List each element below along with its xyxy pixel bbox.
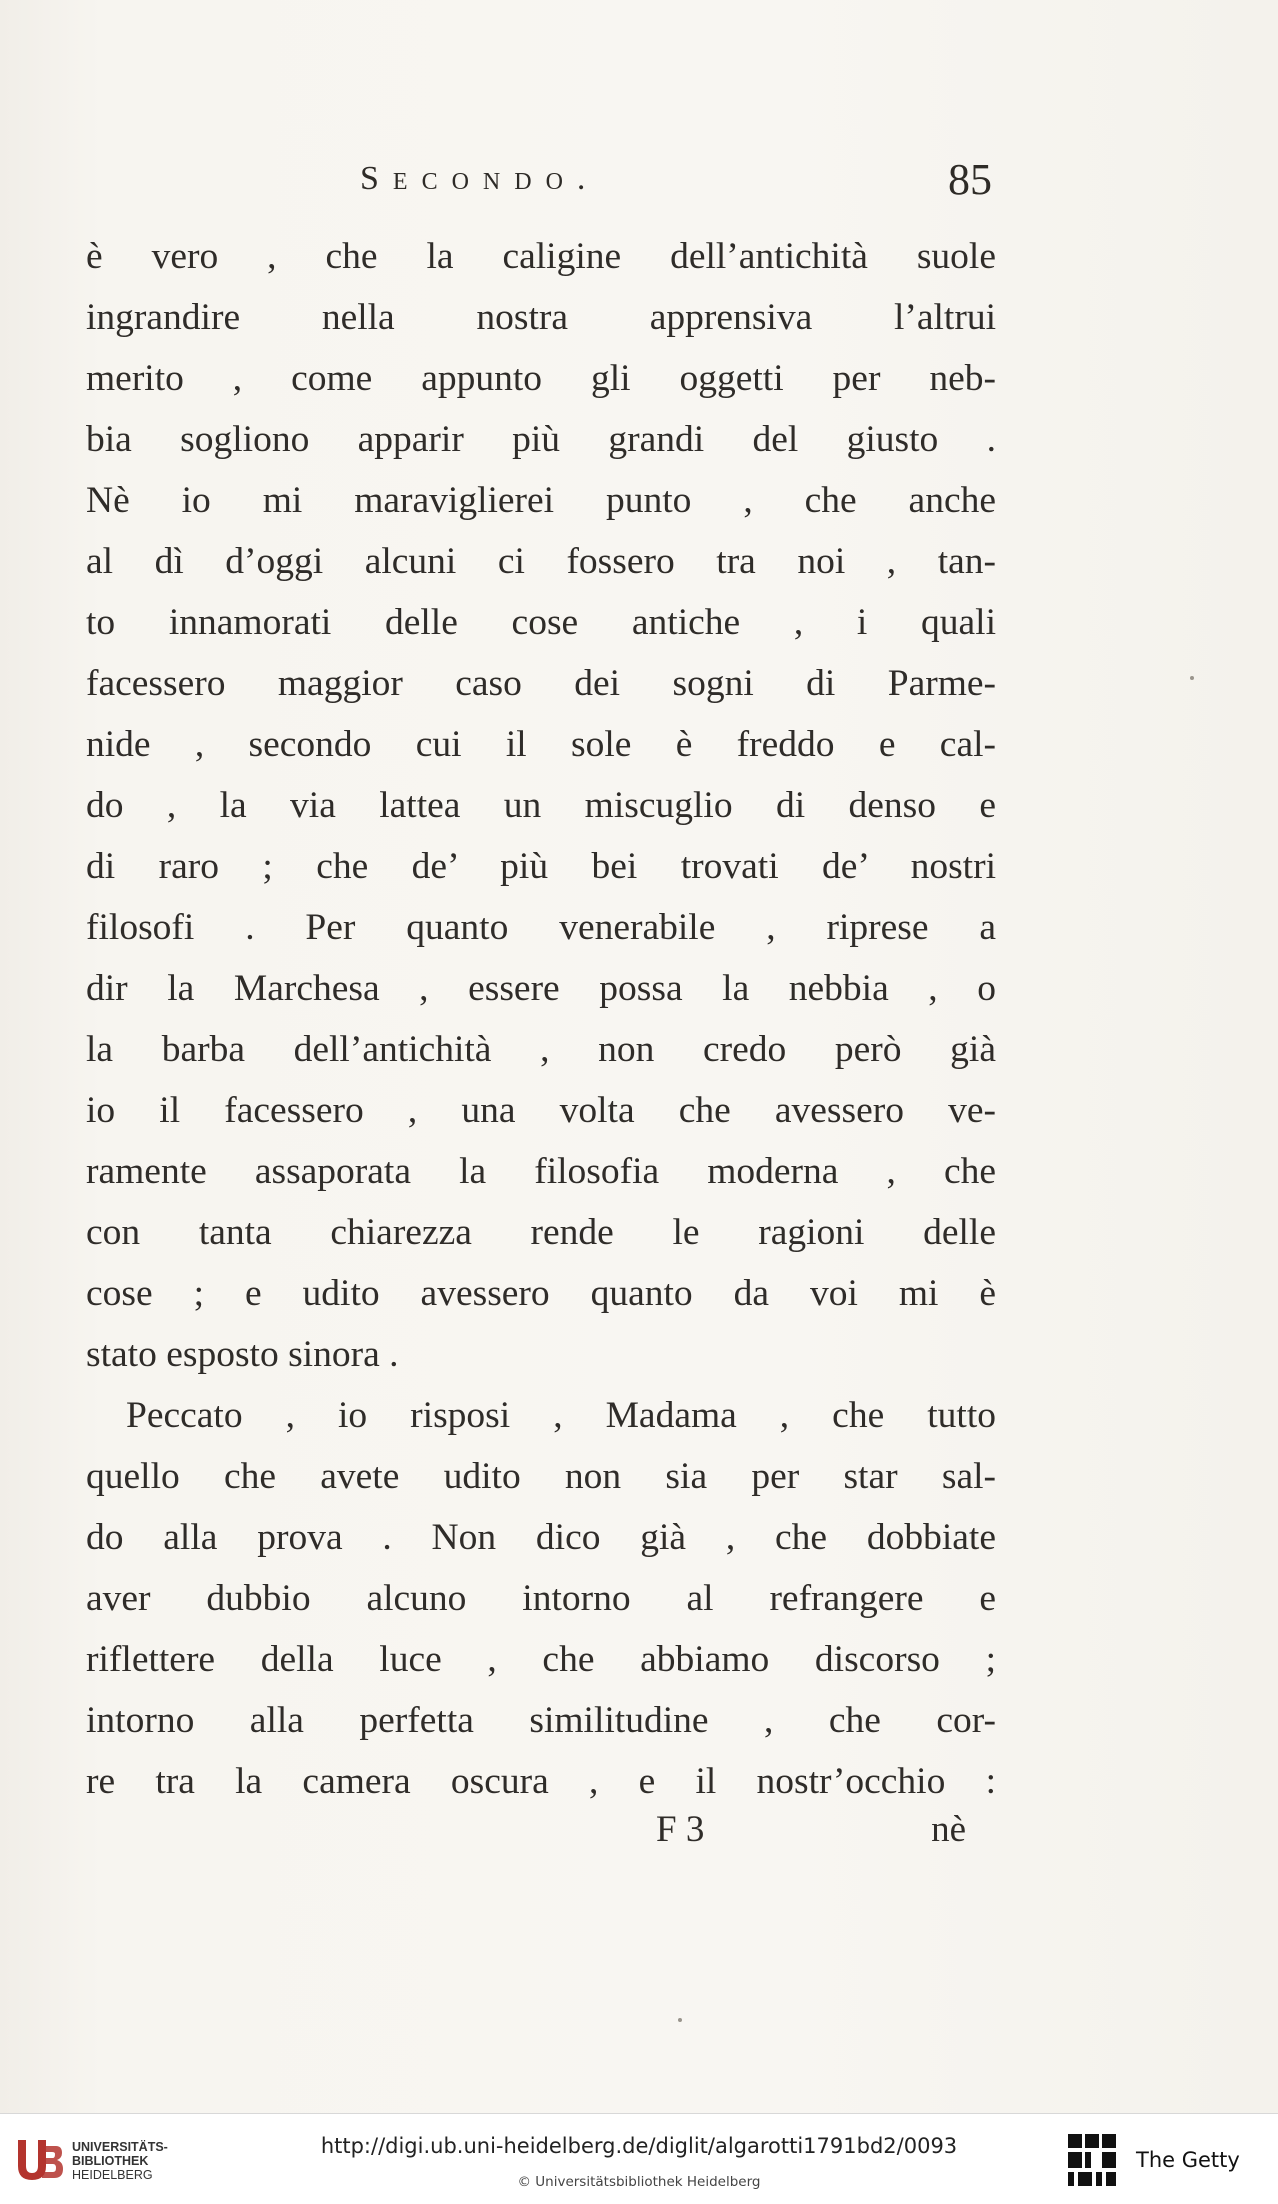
viewer-footer [0,2113,1278,2204]
body-text [86,226,996,1812]
signature-mark: F 3 [656,1809,705,1850]
text-line: Nè io mi maraviglierei punto , che anche [86,480,996,521]
text-line: io il facessero , una volta che avessero ve- [86,1090,996,1131]
text-line: Peccato , io risposi , Madama , che tutto [126,1395,996,1436]
text-line: stato esposto sinora . [86,1334,399,1375]
text-line: intorno alla perfetta similitudine , che cor- [86,1700,996,1741]
text-line: re tra la camera oscura , e il nostr’occhio : [86,1761,996,1802]
text-line: filosofi . Per quanto venerabile , riprese a [86,907,996,948]
text-line: riflettere della luce , che abbiamo discorso ; [86,1639,996,1680]
running-head: Secondo. [360,160,600,197]
text-line: to innamorati delle cose antiche , i quali [86,602,996,643]
text-line: di raro ; che de’ più bei trovati de’ nostri [86,846,996,887]
text-line: al dì d’oggi alcuni ci fossero tra noi , tan- [86,541,996,582]
text-line: do , la via lattea un miscuglio di denso e [86,785,996,826]
library-name-line: HEIDELBERG [72,2168,153,2182]
copyright-notice: © Universitätsbibliothek Heidelberg [517,2174,761,2190]
text-line: è vero , che la caligine dell’antichità suole [86,236,996,277]
text-line: bia sogliono apparir più grandi del giusto . [86,419,996,460]
text-line: ramente assaporata la filosofia moderna , che [86,1151,996,1192]
getty-logo[interactable] [1066,2130,1262,2190]
getty-mark-icon [1066,2132,1118,2188]
text-line: do alla prova . Non dico già , che dobbiate [86,1517,996,1558]
library-name-line: UNIVERSITÄTS- [72,2140,168,2154]
permalink-url[interactable]: http://digi.ub.uni-heidelberg.de/diglit/algarotti1791bd2/0093 [320,2134,958,2158]
text-line: facessero maggior caso dei sogni di Parme- [86,663,996,704]
paragraph-2 [86,1385,996,1812]
text-line: ingrandire nella nostra apprensiva l’altrui [86,297,996,338]
text-line: con tanta chiarezza rende le ragioni delle [86,1212,996,1253]
text-line: quello che avete udito non sia per star sal- [86,1456,996,1497]
page-header [360,155,992,220]
page-number: 85 [948,155,992,204]
text-line: nide , secondo cui il sole è freddo e cal- [86,724,996,765]
paper-speck [678,2018,682,2022]
text-line: la barba dell’antichità , non credo però già [86,1029,996,1070]
text-line: aver dubbio alcuno intorno al refrangere e [86,1578,996,1619]
paper-speck [1190,676,1194,680]
catchword: nè [931,1809,966,1850]
text-line: merito , come appunto gli oggetti per neb- [86,358,996,399]
text-line: cose ; e udito avessero quanto da voi mi è [86,1273,996,1314]
partner-name: The Getty [1136,2148,1240,2172]
paragraph-1 [86,226,996,1385]
text-line: dir la Marchesa , essere possa la nebbia , o [86,968,996,1009]
library-name-line: BIBLIOTHEK [72,2154,149,2168]
